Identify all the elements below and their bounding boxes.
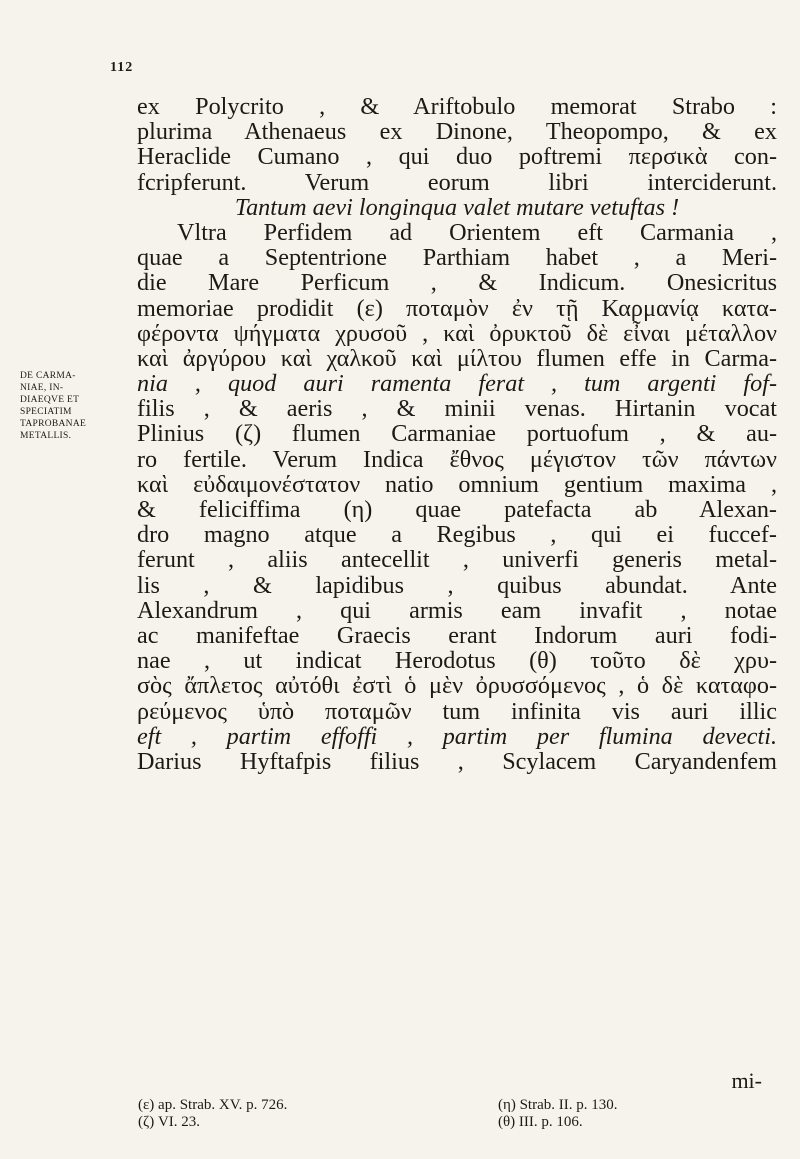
- footnotes-right: [498, 1097, 618, 1131]
- text-line: dro magno atque a Regibus , qui ei fuccef-: [137, 521, 777, 549]
- text-line: & feliciffima (η) quae patefacta ab Alexan-: [137, 496, 777, 523]
- text-line: Plinius (ζ) flumen Carmaniae portuofum , & au-: [137, 420, 777, 448]
- text-line: ρεύμενος ὑπὸ ποταμῶν tum infinita vis auri illic: [137, 697, 777, 725]
- text-line: lis , & lapidibus , quibus abundat. Ante: [137, 571, 777, 599]
- text-line: φέροντα ψήγματα χρυσοῦ , καὶ ὀρυκτοῦ δὲ εἶναι μέταλλον: [137, 319, 777, 347]
- page-number: 112: [110, 60, 134, 75]
- text-line: καὶ εὐδαιμονέστατον natio omnium gentium maxima ,: [137, 470, 777, 498]
- text-line: καὶ ἀργύρου καὶ χαλκοῦ καὶ μίλτου flumen effe in Carma-: [137, 344, 777, 372]
- footnote: (ε) ap. Strab. XV. p. 726.: [138, 1097, 288, 1113]
- text-line: σὸς ἄπλετος αὐτόθι ἐστὶ ὁ μὲν ὀρυσσόμενος , ὁ δὲ καταφο-: [137, 672, 777, 700]
- text-line: ro fertile. Verum Indica ἔθνος μέγιστον τῶν πάντων: [137, 445, 777, 473]
- margin-note-line: DIAEQVE ET: [20, 395, 80, 405]
- margin-note-line: DE CARMA-: [20, 371, 76, 381]
- footnotes-left: [138, 1097, 287, 1131]
- text-line: filis , & aeris , & minii venas. Hirtanin vocat: [137, 395, 777, 423]
- catchword: mi-: [731, 1068, 762, 1093]
- text-line: die Mare Perficum , & Indicum. Onesicritus: [137, 269, 777, 297]
- verse-line: Tantum aevi longinqua valet mutare vetuftas !: [234, 193, 680, 221]
- margin-note: [20, 370, 140, 442]
- footnote: (ζ) VI. 23.: [138, 1114, 201, 1130]
- text-line: memoriae prodidit (ε) ποταμὸν ἐν τῇ Καρμανίᾳ κατα-: [137, 294, 777, 322]
- text-line: Alexandrum , qui armis eam invafit , notae: [137, 596, 777, 624]
- text-line: ferunt , aliis antecellit , univerfi generis metal-: [137, 546, 777, 574]
- margin-note-line: SPECIATIM: [20, 407, 72, 417]
- text-line: ac manifeftae Graecis erant Indorum auri fodi-: [137, 621, 777, 649]
- margin-note-line: TAPROBANAE: [20, 419, 87, 429]
- margin-note-line: METALLIS.: [20, 431, 72, 441]
- footnote: (η) Strab. II. p. 130.: [498, 1097, 618, 1113]
- body-text: [137, 94, 777, 774]
- text-line: Heraclide Cumano , qui duo poftremi περσικὰ con-: [137, 143, 777, 171]
- text-line: ex Polycrito , & Ariftobulo memorat Strabo :: [137, 93, 777, 120]
- text-line: plurima Athenaeus ex Dinone, Theopompo, & ex: [137, 118, 777, 146]
- margin-note-line: NIAE, IN-: [20, 383, 64, 393]
- footnote: (θ) III. p. 106.: [498, 1114, 583, 1130]
- text-line: nia , quod auri ramenta ferat , tum argenti fof-: [137, 370, 777, 398]
- text-line: quae a Septentrione Parthiam habet , a Meri-: [137, 244, 777, 272]
- text-line: fcripferunt. Verum eorum libri interciderunt.: [137, 168, 777, 196]
- text-line: Vltra Perfidem ad Orientem eft Carmania ,: [177, 218, 777, 246]
- text-line: nae , ut indicat Herodotus (θ) τοῦτο δὲ χρυ-: [137, 647, 777, 675]
- text-line: Darius Hyftafpis filius , Scylacem Caryandenfem: [137, 747, 777, 775]
- text-line: eft , partim effoffi , partim per flumina devecti.: [137, 722, 777, 750]
